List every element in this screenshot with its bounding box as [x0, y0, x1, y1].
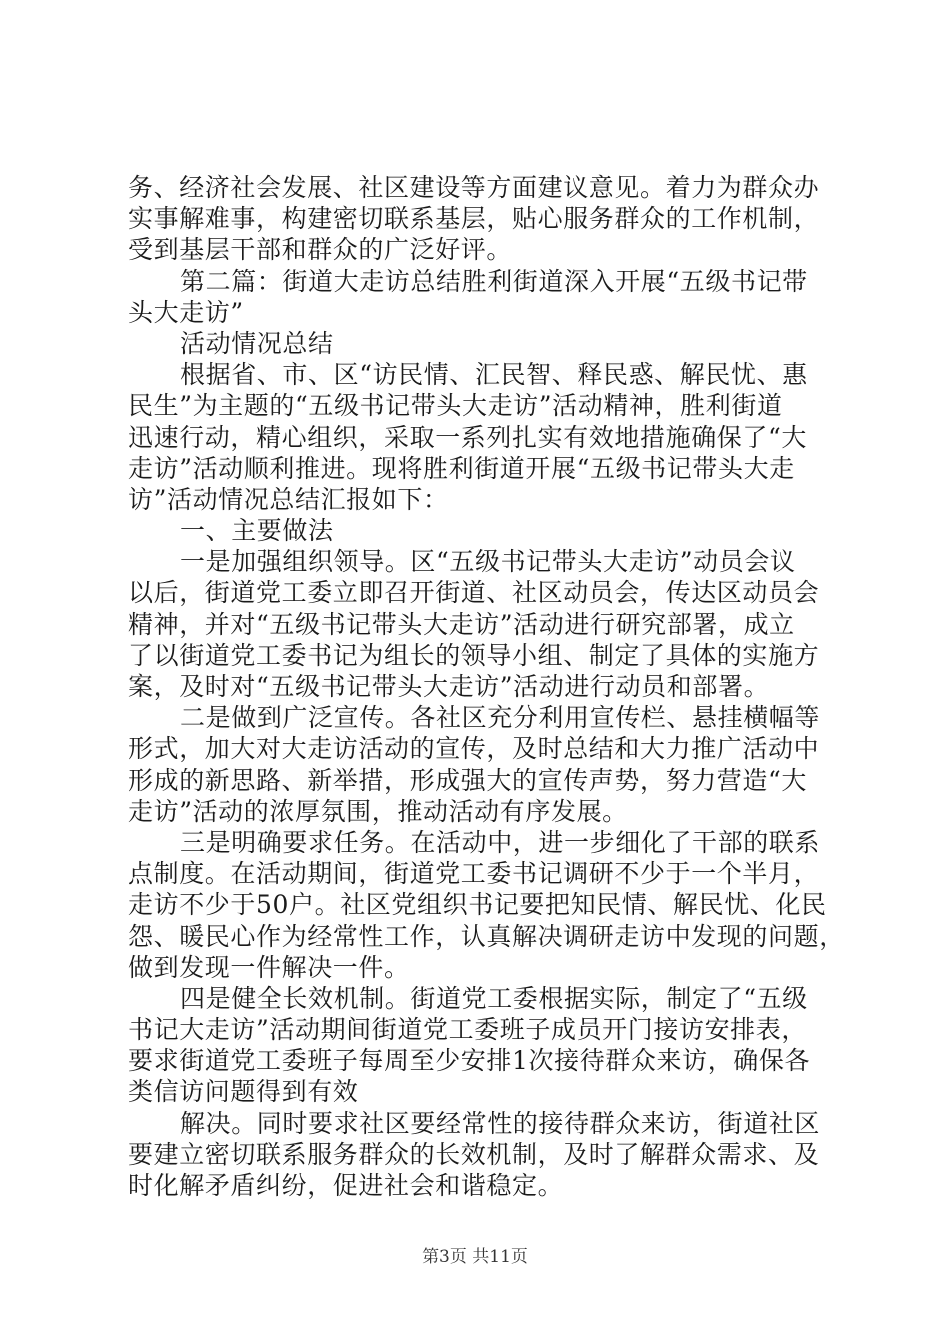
text-line: 民生”为主题的“五级书记带头大走访”活动精神，胜利街道	[128, 391, 783, 421]
text-line: 形成的新思路、新举措，形成强大的宣传声势，努力营造“大	[128, 765, 807, 795]
text-line: 实事解难事，构建密切联系基层，贴心服务群众的工作机制，	[128, 204, 820, 234]
text-line: 形式，加大对大走访活动的宣传，及时总结和大力推广活动中	[128, 734, 820, 764]
text-line: 解决。同时要求社区要经常性的接待群众来访，街道社区	[180, 1108, 821, 1138]
text-line: 以后，街道党工委立即召开街道、社区动员会，传达区动员会	[128, 578, 820, 608]
text-line: 了以街道党工委书记为组长的领导小组、制定了具体的实施方	[128, 640, 820, 670]
text-line: 类信访问题得到有效	[128, 1077, 359, 1107]
text-line: 怨、暖民心作为经常性工作，认真解决调研走访中发现的问题，	[128, 921, 845, 951]
text-line: 时化解矛盾纠纷，促进社会和谐稳定。	[128, 1171, 564, 1200]
text-line: 一、主要做法	[180, 516, 334, 546]
text-line: 精神，并对“五级书记带头大走访”活动进行研究部署，成立	[128, 609, 795, 639]
text-line: 第二篇：街道大走访总结胜利街道深入开展“五级书记带	[180, 266, 808, 296]
text-line: 点制度。在活动期间，街道党工委书记调研不少于一个半月，	[128, 859, 820, 889]
text-line: 案，及时对“五级书记带头大走访”活动进行动员和部署。	[128, 672, 770, 701]
text-line: 访”活动情况总结汇报如下：	[128, 484, 449, 514]
text-line: 迅速行动，精心组织，采取一系列扎实有效地措施确保了“大	[128, 422, 807, 452]
text-line: 受到基层干部和群众的广泛好评。	[128, 235, 513, 265]
text-line: 走访不少于50户。社区党组织书记要把知民情、解民忧、化民	[128, 890, 827, 920]
text-line: 要建立密切联系服务群众的长效机制，及时了解群众需求、及	[128, 1139, 820, 1169]
text-line: 务、经济社会发展、社区建设等方面建议意见。着力为群众办	[128, 173, 820, 202]
text-line: 三是明确要求任务。在活动中，进一步细化了干部的联系	[180, 827, 821, 857]
text-line: 头大走访”	[128, 297, 244, 327]
text-line: 要求街道党工委班子每周至少安排1次接待群众来访，确保各	[128, 1046, 811, 1076]
text-line: 做到发现一件解决一件。	[128, 952, 410, 982]
text-line: 四是健全长效机制。街道党工委根据实际，制定了“五级	[180, 983, 808, 1013]
document-body	[128, 172, 845, 1201]
page-footer: 第3页 共11页	[422, 1247, 528, 1267]
text-line: 书记大走访”活动期间街道党工委班子成员开门接访安排表，	[128, 1015, 807, 1045]
text-line: 走访”活动顺利推进。现将胜利街道开展“五级书记带头大走	[128, 453, 795, 483]
text-line: 活动情况总结	[180, 328, 334, 358]
text-line: 走访”活动的浓厚氛围，推动活动有序发展。	[128, 796, 628, 826]
text-line: 二是做到广泛宣传。各社区充分利用宣传栏、悬挂横幅等	[180, 703, 821, 733]
text-line: 一是加强组织领导。区“五级书记带头大走访”动员会议	[180, 547, 796, 577]
text-line: 根据省、市、区“访民情、汇民智、释民惑、解民忧、惠	[180, 360, 808, 390]
